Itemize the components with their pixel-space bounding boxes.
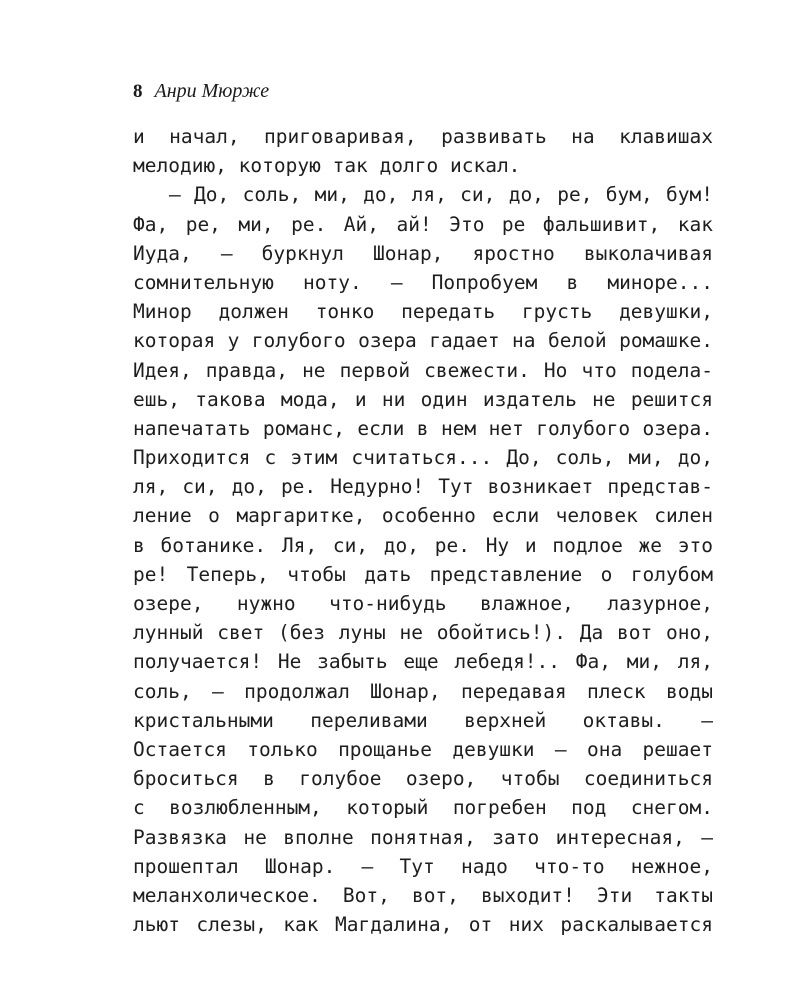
text-line: лунный свет (без луны не обойтись!). Да вот оно, [133,621,713,645]
text-line: соль, — продолжал Шонар, передавая плеск воды [133,679,713,703]
text-line: меланхолическое. Вот, вот, выходит! Эти такты [133,883,713,907]
text-line: — До, соль, ми, до, ля, си, до, ре, бум, бум! [169,183,713,207]
text-line: льют слезы, как Магдалина, от них раскалывается [133,913,713,937]
text-line: Приходится с этим считаться... До, соль, ми, до, [133,446,713,470]
text-line: получается! Не забыть еще лебедя!.. Фа, ми, ля, [133,650,713,674]
text-line: в ботанике. Ля, си, до, ре. Ну и подлое же это [133,533,713,557]
text-line: ре! Теперь, чтобы дать представление о голубом [133,562,713,586]
text-line: Остается только прощанье девушки — она решает [133,737,713,761]
text-line: Иуда, — буркнул Шонар, яростно выколачивая [133,241,713,265]
text-line: и начал, приговаривая, развивать на клавишах [133,125,713,148]
text-line: Минор должен тонко передать грусть девушки, [133,300,713,324]
text-line: Фа, ре, ми, ре. Ай, ай! Это ре фальшивит, как [133,212,713,236]
body-text [133,122,713,939]
text-line: мелодию, которую так долго искал. [133,154,521,178]
page-header [133,80,269,104]
text-line: озере, нужно что-нибудь влажное, лазурное, [133,592,713,615]
text-line: Развязка не вполне понятная, зато интересная, — [133,825,713,849]
text-line: ля, си, до, ре. Недурно! Тут возникает представ- [133,475,713,499]
text-line: кристальными переливами верхней октавы. — [133,708,713,732]
text-line: напечатать романс, если в нем нет голубого озера. [133,416,713,440]
text-line: которая у голубого озера гадает на белой ромашке. [133,329,713,353]
page-number: 8 [133,81,143,102]
text-line: ешь, такова мода, и ни один издатель не решится [133,387,713,411]
text-line: прошептал Шонар. — Тут надо что-то нежное, [133,854,713,878]
text-line: Идея, правда, не первой свежести. Но что подела- [133,358,713,382]
text-line: сомнительную ноту. — Попробуем в миноре... [133,270,713,294]
text-line: с возлюбленным, который погребен под снегом. [133,796,713,820]
running-title: Анри Мюрже [154,80,270,102]
text-line: ление о маргаритке, особенно если человек силен [133,504,713,528]
text-line: броситься в голубое озеро, чтобы соединиться [133,767,713,791]
